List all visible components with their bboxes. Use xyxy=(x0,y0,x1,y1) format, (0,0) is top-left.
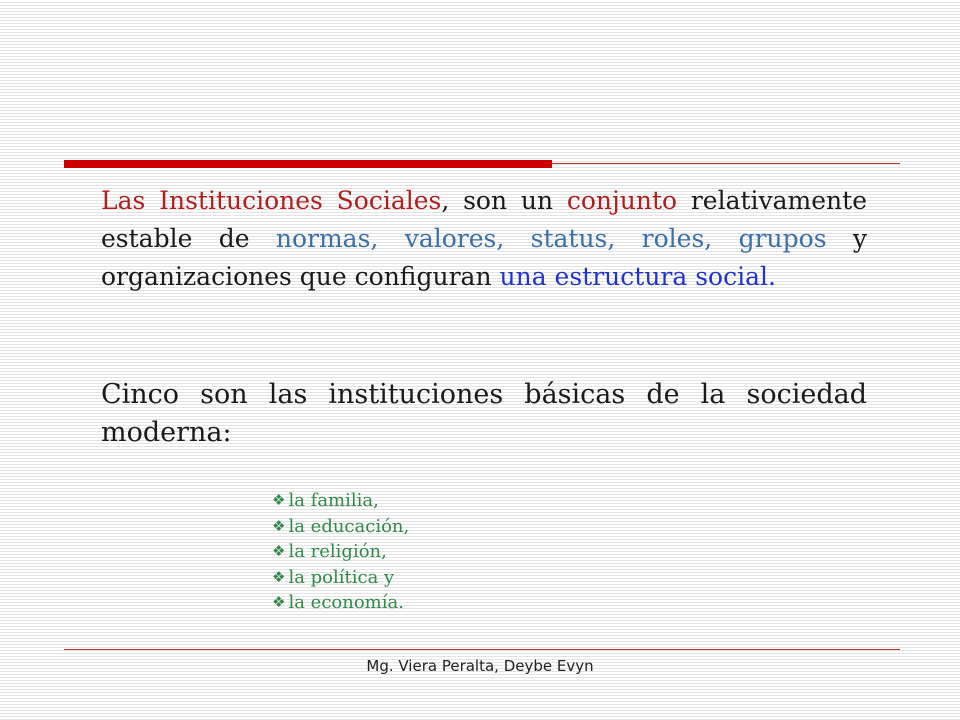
term-normas-valores: normas, valores, status, roles, grupos xyxy=(275,224,827,253)
diamond-bullet-icon: ❖ xyxy=(272,491,286,509)
list-item xyxy=(272,514,409,540)
list-item-label: la política y xyxy=(288,566,395,588)
term-instituciones-sociales: Las Instituciones Sociales xyxy=(101,186,442,215)
term-conjunto: conjunto xyxy=(566,186,678,215)
list-item-label: la religión, xyxy=(288,541,387,562)
bottom-divider-line xyxy=(64,649,900,650)
diamond-bullet-icon: ❖ xyxy=(272,516,286,535)
definition-text-2: relativamente estable de xyxy=(101,186,867,253)
list-item-label: la familia, xyxy=(288,490,379,511)
list-item xyxy=(272,590,409,616)
diamond-bullet-icon: ❖ xyxy=(272,542,286,560)
term-estructura-social: una estructura social. xyxy=(499,262,776,291)
list-item xyxy=(272,488,409,514)
list-item-label: la economía. xyxy=(288,592,404,613)
top-accent-bar xyxy=(64,160,552,168)
institutions-list xyxy=(272,488,409,616)
definition-text-3: y organizaciones que configuran xyxy=(101,224,867,291)
list-item xyxy=(272,565,409,591)
definition-paragraph xyxy=(101,182,867,296)
diamond-bullet-icon: ❖ xyxy=(272,567,286,586)
list-item xyxy=(272,539,409,565)
intro-paragraph: Cinco son las instituciones básicas de la sociedad moderna: xyxy=(101,379,867,448)
list-item-label: la educación, xyxy=(288,515,410,537)
definition-text-1: , son un xyxy=(441,186,567,215)
diamond-bullet-icon: ❖ xyxy=(272,593,286,611)
author-footer: Mg. Viera Peralta, Deybe Evyn xyxy=(366,657,594,675)
